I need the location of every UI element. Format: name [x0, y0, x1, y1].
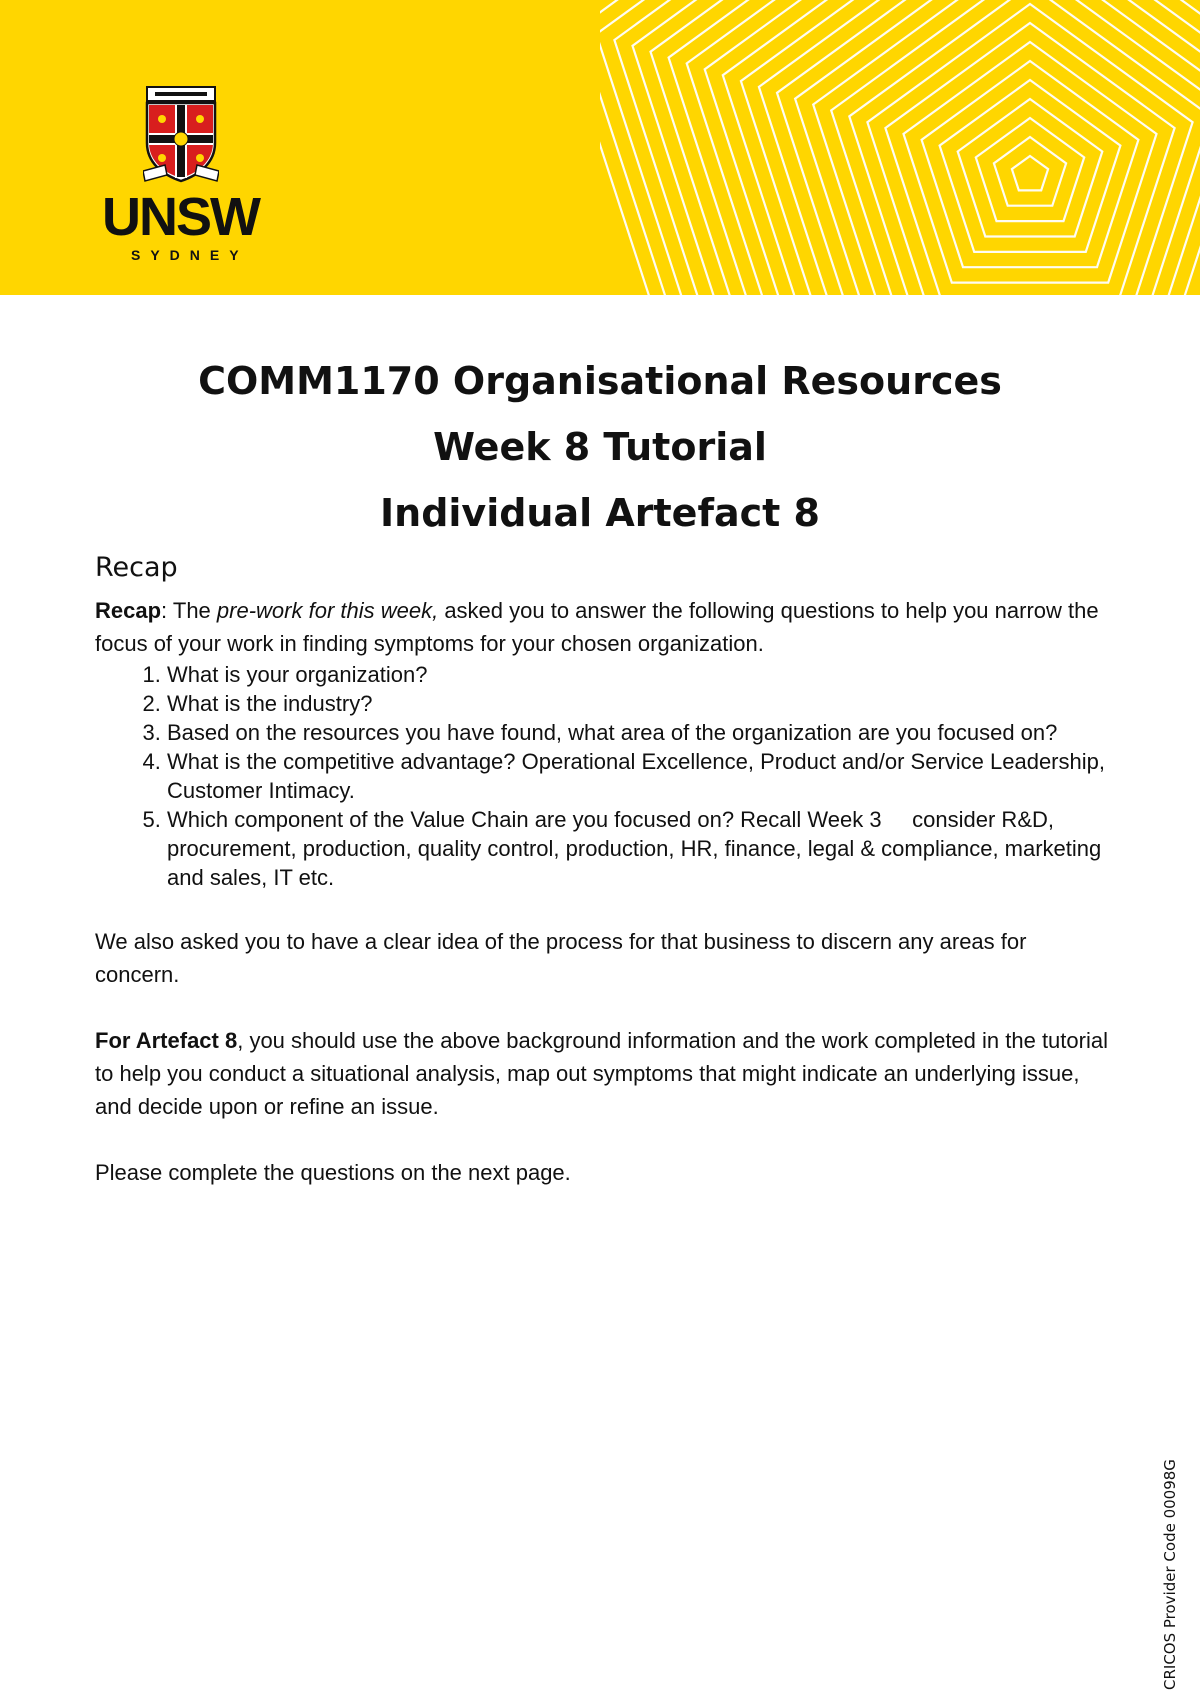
list-item: 2. What is the industry? — [167, 689, 1115, 718]
pattern-ring — [849, 0, 1200, 295]
pattern-ring — [904, 42, 1157, 283]
artefact-paragraph-rest: , you should use the above background information and the work completed in the tutorial to help you conduct a situational analysis, map out symptoms that might indicate an underlying issue, and decide upon or refine an issue. — [95, 1028, 1108, 1119]
week-title: Week 8 Tutorial — [433, 425, 767, 469]
recap-intro-rest: asked you to answer the following questions to help you narrow the focus of your work in finding symptoms for your chosen organization. — [95, 598, 1099, 656]
artefact-title: Individual Artefact 8 — [380, 491, 820, 535]
process-paragraph: We also asked you to have a clear idea of the process for that business to discern any areas for concern. — [95, 929, 1027, 987]
document-titles — [0, 348, 1200, 546]
unsw-location: SYDNEY — [131, 247, 249, 263]
pattern-ring — [994, 137, 1066, 206]
pattern-ring — [633, 0, 1200, 295]
pattern-ring — [1012, 156, 1048, 190]
next-page-note: Please complete the questions on the next page. — [95, 1160, 571, 1185]
cricos-code: CRICOS Provider Code 00098G — [1161, 1459, 1179, 1690]
list-item: 5. Which component of the Value Chain are you focused on? Recall Week 3 consider R&D, procurement, production, quality control, production, HR, finance, legal & compliance, marketing and sales, IT etc. — [167, 805, 1115, 892]
artefact-label: For Artefact 8 — [95, 1028, 238, 1053]
list-item: 1. What is your organization? — [167, 660, 1115, 689]
recap-intro-italic: pre-work for this week, — [216, 598, 439, 623]
recap-label: Recap — [95, 598, 162, 623]
concentric-pentagon-pattern — [600, 0, 1200, 295]
unsw-logo — [93, 85, 268, 270]
unsw-crest-icon — [143, 85, 219, 185]
list-item: 3. Based on the resources you have found, what area of the organization are you focused on? — [167, 718, 1115, 747]
course-title: COMM1170 Organisational Resources — [198, 359, 1002, 403]
unsw-wordmark: UNSW — [102, 187, 259, 247]
question-list — [95, 660, 1115, 892]
recap-intro-colon: : The — [161, 598, 217, 623]
list-item: 4. What is the competitive advantage? Operational Excellence, Product and/or Service Leadership, Customer Intimacy. — [167, 747, 1115, 805]
pattern-ring — [741, 0, 1200, 295]
header-banner — [0, 0, 1200, 295]
section-heading: Recap — [95, 552, 178, 583]
recap-intro — [95, 594, 1115, 660]
recap-section — [95, 548, 1115, 1189]
artefact-paragraph — [95, 1024, 1115, 1123]
